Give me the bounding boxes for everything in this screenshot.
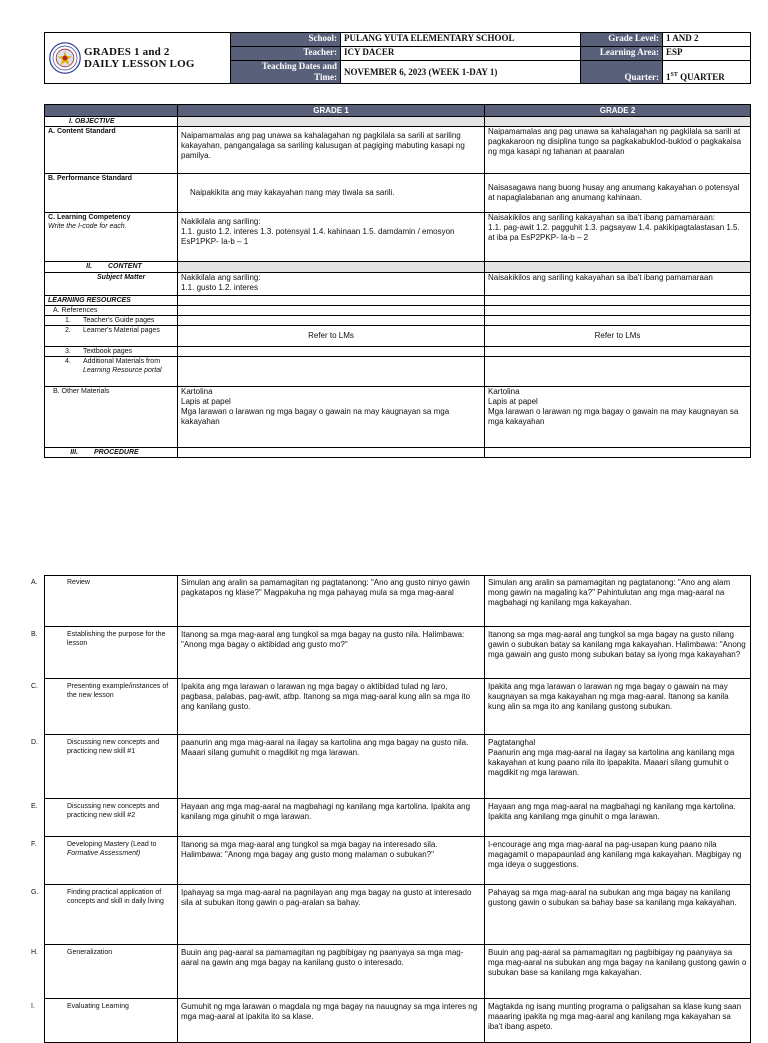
corner-cell (45, 105, 178, 117)
procedure-row-presenting (45, 679, 751, 735)
step-i-g1: Gumuhit ng mga larawan o magdala ng mga bagay na nauugnay sa mga interes ng mga mag-aaral at ipakita ito sa klase. (178, 999, 485, 1043)
step-e-label (31, 799, 178, 837)
quarter-suffix: QUARTER (677, 72, 725, 82)
step-f-text: Developing Mastery (Lead to (67, 841, 157, 848)
resource-item-1-label: Teacher's Guide pages (83, 317, 155, 324)
grade-level-label: Grade Level: (581, 33, 663, 47)
procedure-heading-text: PROCEDURE (93, 449, 139, 456)
references-label: A. References (45, 306, 178, 316)
teacher-value: ICY DACER (341, 47, 581, 61)
title-line-1: GRADES 1 and 2 (84, 46, 170, 58)
references-g1-empty (178, 306, 485, 316)
step-i-letter: I. (31, 1003, 35, 1010)
step-d-g2 (485, 735, 751, 799)
step-c-label (31, 679, 178, 735)
resource-1-g2-empty (485, 316, 751, 326)
subject-matter-g1-line2: 1.1. gusto 1.2. interes (181, 283, 258, 292)
step-i-label (31, 999, 178, 1043)
content-heading (45, 262, 178, 273)
procedure-g2-empty (485, 448, 751, 458)
procedure-row-purpose (45, 627, 751, 679)
title-line-2: DAILY LESSON LOG (84, 58, 195, 70)
school-label: School: (231, 33, 341, 47)
resource-3-g2-empty (485, 347, 751, 357)
dates-label-line-1: Teaching Dates and (261, 61, 337, 71)
content-standard-g2: Naipamamalas ang pag unawa sa kahalagahan ng pagkilala sa sarili at pagkakaroon ng disiplina tungo sa pagkakabuklod-buklod o pagkakaisa ng mga kasapi ng tahanan at paaralan (485, 127, 751, 174)
content-g2-empty (485, 262, 751, 273)
refer-lms-g2: Refer to LMs (485, 326, 751, 347)
dates-label-line-2: Time: (314, 72, 337, 82)
competency-g2-line1: Naisakikilos ang sariling kakayahan sa iba't ibang pamamaraan: (488, 213, 715, 222)
procedure-heading-num: III. (70, 449, 78, 456)
step-g-g2: Pahayag sa mga mag-aaral na subukan ang mga bagay na kanilang gustong gawin o subukan sa bahay base sa kanilang mga kakayahan. (485, 885, 751, 945)
content-standard-g1: Naipamamalas ang pag unawa sa kahalagahan ng pagkilala sa sarili at sariling kakayahan, pangangalaga sa sariling kalusugan at pagiging mabuting kasapi ng pamilya. (178, 127, 485, 174)
grade1-header: GRADE 1 (178, 105, 485, 117)
resource-4-g1-empty (178, 357, 485, 387)
content-standard-label: A. Content Standard (45, 127, 178, 174)
resources-heading: LEARNING RESOURCES (45, 296, 178, 306)
resource-4-g2-empty (485, 357, 751, 387)
resource-item-1-num: 1. (65, 317, 71, 324)
step-a-letter: A. (31, 579, 38, 586)
procedure-row-review (45, 576, 751, 627)
quarter-label: Quarter: (581, 61, 663, 84)
step-f-label (31, 837, 178, 885)
competency-label: C. Learning Competency (48, 214, 131, 221)
objective-heading: I. OBJECTIVE (45, 117, 178, 127)
header-logo-cell (45, 33, 231, 84)
step-f-letter: F. (31, 841, 37, 848)
content-g1-empty (178, 262, 485, 273)
quarter-sup: ST (670, 72, 678, 78)
step-c-g1: Ipakita ang mga larawan o larawan ng mga bagay o aktibidad tulad ng laro, pagbasa, palabas, pag-awit, atbp. Itanong sa mga mag-aaral kung alin sa mga ito ang kanilang gusto. (178, 679, 485, 735)
procedure-row-generalization (45, 945, 751, 999)
resource-item-4-label: Additional Materials from (83, 358, 161, 365)
step-b-g1: Itanong sa mga mag-aaral ang tungkol sa mga bagay na gusto nila. Halimbawa: "Anong mga bagay o aktibidad ang gusto mo?" (178, 627, 485, 679)
procedure-row-application (45, 885, 751, 945)
procedure-row-evaluating (45, 999, 751, 1043)
header-table (44, 32, 751, 84)
step-b-g2: Itanong sa mga mag-aaral ang tungkol sa mga bagay na gusto nilang gawin o subukan batay sa kanilang mga kakayahan. Halimbawa: "Anong mga gawain ang gusto mong subukan batay sa iyong mga kakayahan? (485, 627, 751, 679)
step-e-letter: E. (31, 803, 38, 810)
step-b-label (31, 627, 178, 679)
learning-area-value: ESP (663, 47, 751, 61)
step-h-g2: Buuin ang pag-aaral sa pamamagitan ng pagbibigay ng paanyaya sa mga mag-aaral na subukan ang mga bagay na kanilang gustong gawin o subukan base sa kanilang mga kakayahan. (485, 945, 751, 999)
subject-matter-label: Subject Matter (45, 273, 178, 296)
other-g2-item-1: Kartolina (488, 387, 520, 396)
other-g1-item-1: Kartolina (181, 387, 213, 396)
step-a-text: Review (67, 579, 90, 586)
step-f-text-it: Formative Assessment) (67, 850, 141, 857)
objective-g1-empty (178, 117, 485, 127)
step-d-g2-line1: Pagtatanghal (488, 738, 536, 747)
step-e-text: Discussing new concepts and practicing new skill #2 (67, 803, 160, 819)
resource-3-g1-empty (178, 347, 485, 357)
resource-item-3 (45, 347, 178, 357)
deped-seal-icon (49, 42, 81, 74)
content-heading-num: II. (86, 263, 92, 270)
resource-item-4-label-it: Learning Resource portal (83, 367, 162, 374)
lesson-table-part-1 (44, 104, 751, 458)
step-b-text: Establishing the purpose for the lesson (67, 631, 166, 647)
step-e-g2: Hayaan ang mga mag-aaral na magbahagi ng kanilang mga kartolina. Ipakita ang kanilang mga ginuhit o mga larawan. (485, 799, 751, 837)
other-g1-item-3: Mga larawan o larawan ng mga bagay o gawain na may kaugnayan sa mga kakayahan (181, 407, 450, 426)
competency-g2 (485, 213, 751, 262)
other-g1-item-2: Lapis at papel (181, 397, 231, 406)
procedure-row-mastery (45, 837, 751, 885)
step-i-g2: Magtakda ng isang munting programa o paligsahan sa klase kung saan maaaring ipakita ng mga mag-aaral ang kanilang mga kakayahan sa iba't ibang aspeto. (485, 999, 751, 1043)
step-d-g1: paanurin ang mga mag-aaral na ilagay sa kartolina ang mga bagay na gusto nila. Maaari silang gumuhit o magdikit ng mga larawan. (178, 735, 485, 799)
objective-g2-empty (485, 117, 751, 127)
step-d-letter: D. (31, 739, 38, 746)
grade2-header: GRADE 2 (485, 105, 751, 117)
step-h-text: Generalization (67, 949, 113, 956)
competency-label-cell (45, 213, 178, 262)
step-d-text: Discussing new concepts and practicing new skill #1 (67, 739, 160, 755)
step-e-g1: Hayaan ang mga mag-aaral na magbahagi ng kanilang mga kartolina. Ipakita ang kanilang mga ginuhit o mga larawan. (178, 799, 485, 837)
performance-standard-g2: Naisasagawa nang buong husay ang anumang kakayahan o potensyal at napaglalabanan ang anumang kahinaan. (485, 174, 751, 213)
step-g-g1: Ipahayag sa mga mag-aaral na pagnilayan ang mga bagay na gusto at interesado sila at subukan itong gawin o pag-aralan sa bahay. (178, 885, 485, 945)
resource-1-g1-empty (178, 316, 485, 326)
step-h-g1: Buuin ang pag-aaral sa pamamagitan ng pagbibigay ng paanyaya sa mga mag-aaral na gawin ang mga bagay na kanilang gusto o interesado. (178, 945, 485, 999)
quarter-value (663, 61, 751, 84)
teacher-label: Teacher: (231, 47, 341, 61)
step-f-g2: I-encourage ang mga mag-aaral na pag-usapan kung paano nila magagamit o mapapaunlad ang kanilang mga kakayahan. Magbigay ng mga ideya o suggestions. (485, 837, 751, 885)
performance-standard-g1: Naipakikita ang may kakayahan nang may tiwala sa sarili. (178, 174, 485, 213)
step-h-letter: H. (31, 949, 38, 956)
step-i-text: Evaluating Learning (67, 1003, 129, 1010)
step-g-letter: G. (31, 889, 39, 896)
procedure-heading (45, 448, 178, 458)
step-d-label (31, 735, 178, 799)
quarter-prefix: 1 (666, 72, 671, 82)
content-heading-text: CONTENT (107, 263, 142, 270)
grade-level-value: 1 AND 2 (663, 33, 751, 47)
procedure-row-discussing-2 (45, 799, 751, 837)
other-materials-g2 (485, 387, 751, 448)
resource-item-2 (45, 326, 178, 347)
step-a-g2: Simulan ang aralin sa pamamagitan ng pagtatanong: "Ano ang alam mong gawin na magaling ka?" Pahintulutan ang mga mag-aaral na magbahagi ng kanilang mga kakayahan. (485, 576, 751, 627)
procedure-g1-empty (178, 448, 485, 458)
references-g2-empty (485, 306, 751, 316)
other-g2-item-3: Mga larawan o larawan ng mga bagay o gawain na may kaugnayan sa mga kakayahan (488, 407, 739, 426)
competency-g1 (178, 213, 485, 262)
resources-g1-empty (178, 296, 485, 306)
competency-g2-line2: 1.1. pag-awit 1.2. pagguhit 1.3. pagsayaw 1.4. pakikipagtalastasan 1.5. at iba pa EsP2PKP- Ia-b – 2 (488, 223, 740, 242)
learning-area-label: Learning Area: (581, 47, 663, 61)
resources-g2-empty (485, 296, 751, 306)
other-materials-label: B. Other Materials (45, 387, 178, 448)
lesson-table-part-2 (31, 575, 751, 1043)
resource-item-2-label: Learner's Material pages (83, 327, 160, 334)
performance-standard-label: B. Performance Standard (45, 174, 178, 213)
competency-g1-line1: Nakikilala ang sariling: (181, 217, 261, 226)
resource-item-4-num: 4. (65, 358, 71, 365)
step-a-g1: Simulan ang aralin sa pamamagitan ng pagtatanong: "Ano ang gusto ninyo gawin pagkatapos ng klase?" Magpakuha ng mga pahayag mula sa mga mag-aaral (178, 576, 485, 627)
dates-value: NOVEMBER 6, 2023 (WEEK 1-DAY 1) (341, 61, 581, 84)
resource-item-2-num: 2. (65, 327, 71, 334)
dates-label (231, 61, 341, 84)
other-materials-g1 (178, 387, 485, 448)
step-g-text: Finding practical application of concepts and skill in daily living (67, 889, 164, 905)
step-d-g2-body: Paanurin ang mga mag-aaral na ilagay sa kartolina ang kanilang mga kakayahan at kung paano nila ito ipapakita. Maaari silang gumuhit o magdikit ng mga larawan. (488, 748, 735, 777)
step-c-g2: Ipakita ang mga larawan o larawan ng mga bagay o gawain na may kaugnayan sa mga kakayahan ng mga mag-aaral. Itanong sa kanila kung alin sa mga ito ang kanilang gustong subukan. (485, 679, 751, 735)
step-c-text: Presenting example/instances of the new lesson (67, 683, 169, 699)
resource-item-1 (45, 316, 178, 326)
resource-item-3-label: Textbook pages (83, 348, 133, 355)
step-g-label (31, 885, 178, 945)
procedure-row-discussing-1 (45, 735, 751, 799)
competency-g1-line2: 1.1. gusto 1.2. interes 1.3. potensyal 1.4. kahinaan 1.5. damdamin / emosyon EsP1PKP- Ia-b – 1 (181, 227, 455, 246)
subject-matter-g1-line1: Nakikilala ang sariling: (181, 273, 261, 282)
resource-item-3-num: 3. (65, 348, 71, 355)
step-c-letter: C. (31, 683, 38, 690)
step-a-label (31, 576, 178, 627)
step-b-letter: B. (31, 631, 38, 638)
resource-item-4 (45, 357, 178, 387)
other-g2-item-2: Lapis at papel (488, 397, 538, 406)
competency-sub: Write the I-code for each. (48, 223, 127, 230)
step-h-label (31, 945, 178, 999)
subject-matter-g2: Naisakikilos ang sariling kakayahan sa iba't ibang pamamaraan (485, 273, 751, 296)
step-f-g1: Itanong sa mga mag-aaral ang tungkol sa mga bagay na interesado sila. Halimbawa: "Anong mga bagay ang gusto mong malaman o subukan?" (178, 837, 485, 885)
school-value: PULANG YUTA ELEMENTARY SCHOOL (341, 33, 581, 47)
refer-lms-g1: Refer to LMs (178, 326, 485, 347)
subject-matter-g1 (178, 273, 485, 296)
